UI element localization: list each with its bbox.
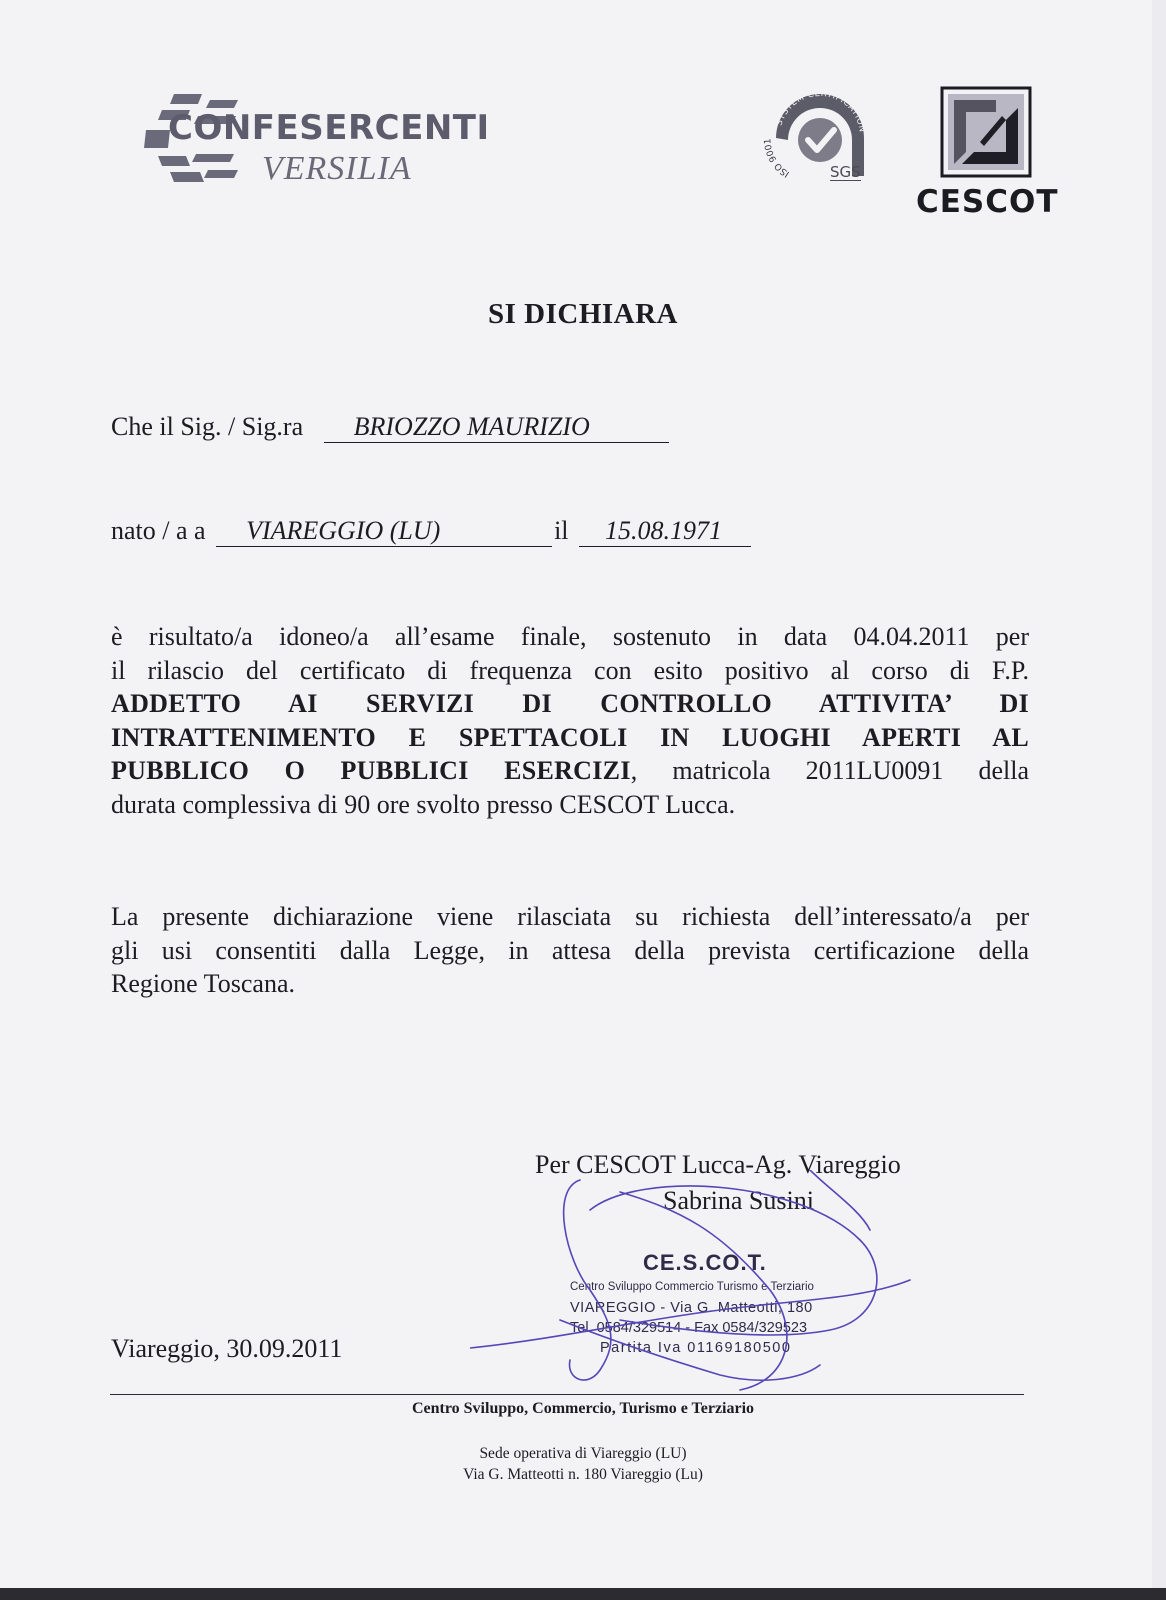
born-prefix: nato / a a: [111, 516, 206, 545]
stamp-line: Tel. 0584/329514 - Fax 0584/329523: [570, 1320, 808, 1336]
course-title-end: PUBBLICO O PUBBLICI ESERCIZI: [111, 756, 631, 785]
sgs-label: SGS: [830, 163, 861, 181]
body-line: [111, 754, 1029, 788]
scan-edge-right: [1152, 0, 1166, 1600]
note-paragraph: [111, 900, 1029, 1001]
date-prefix: il: [554, 516, 569, 545]
footer-address-line: Sede operativa di Viareggio (LU): [479, 1445, 687, 1462]
name-prefix: Che il Sig. / Sig.ra: [111, 412, 304, 441]
birthdate: 15.08.1971: [579, 516, 751, 547]
registration-text: , matricola 2011LU0091 della: [630, 756, 1029, 785]
svg-text:ISO 9001: [763, 138, 791, 179]
signatory-name: Sabrina Susini: [663, 1186, 814, 1215]
cescot-mark-icon: [940, 86, 1032, 178]
cescot-label: CESCOT: [916, 184, 1059, 220]
stamp-line: Partita Iva 01169180500: [600, 1340, 792, 1356]
stamp-line: Centro Sviluppo Commercio Turismo e Terziario: [570, 1281, 814, 1293]
body-paragraph: [111, 620, 1029, 821]
confesercenti-logo: [140, 86, 490, 196]
body-line: il rilascio del certificato di frequenza con esito positivo al corso di F.P.: [111, 655, 1029, 685]
sgs-ring-text: SYSTEM CERTIFICATION: [774, 88, 867, 134]
footer-address-line: Via G. Matteotti n. 180 Viareggio (Lu): [463, 1466, 703, 1483]
sgs-certification-logo: [762, 78, 874, 190]
place-and-date: Viareggio, 30.09.2011: [111, 1334, 343, 1363]
note-line: La presente dichiarazione viene rilasciata su richiesta dell’interessato/a per: [111, 902, 1029, 931]
sgs-iso-text: ISO 9001: [763, 138, 792, 179]
footer-divider: [110, 1394, 1024, 1395]
course-title-line: ADDETTO AI SERVIZI DI CONTROLLO ATTIVITA’ DI: [111, 689, 1029, 718]
note-line: Regione Toscana.: [111, 969, 295, 998]
name-line: [111, 412, 669, 443]
handwritten-signature: [470, 1170, 940, 1410]
body-line: durata complessiva di 90 ore svolto presso CESCOT Lucca.: [111, 789, 736, 819]
birth-line: [111, 516, 751, 547]
footer-organization: Centro Sviluppo, Commercio, Turismo e Terziario: [411, 1400, 755, 1417]
confesercenti-region: VERSILIA: [262, 150, 412, 187]
cescot-logo: [916, 84, 1059, 224]
document-heading: SI DICHIARA: [487, 298, 678, 330]
note-line: gli usi consentiti dalla Legge, in attesa della prevista certificazione della: [111, 935, 1029, 965]
course-title-line: INTRATTENIMENTO E SPETTACOLI IN LUOGHI APERTI AL: [111, 722, 1029, 752]
scan-edge-bottom: [0, 1588, 1166, 1600]
stamp-line: VIAREGGIO - Via G. Matteotti, 180: [570, 1300, 813, 1316]
body-line: è risultato/a idoneo/a all’esame finale, sostenuto in data 04.04.2011 per: [111, 622, 1029, 651]
confesercenti-name: CONFESERCENTI: [168, 108, 490, 148]
stamp-title: CE.S.CO.T.: [643, 1250, 767, 1275]
signatory-organization: Per CESCOT Lucca-Ag. Viareggio: [535, 1150, 901, 1179]
birthplace: VIAREGGIO (LU): [216, 516, 552, 547]
person-name: BRIOZZO MAURIZIO: [324, 412, 669, 443]
